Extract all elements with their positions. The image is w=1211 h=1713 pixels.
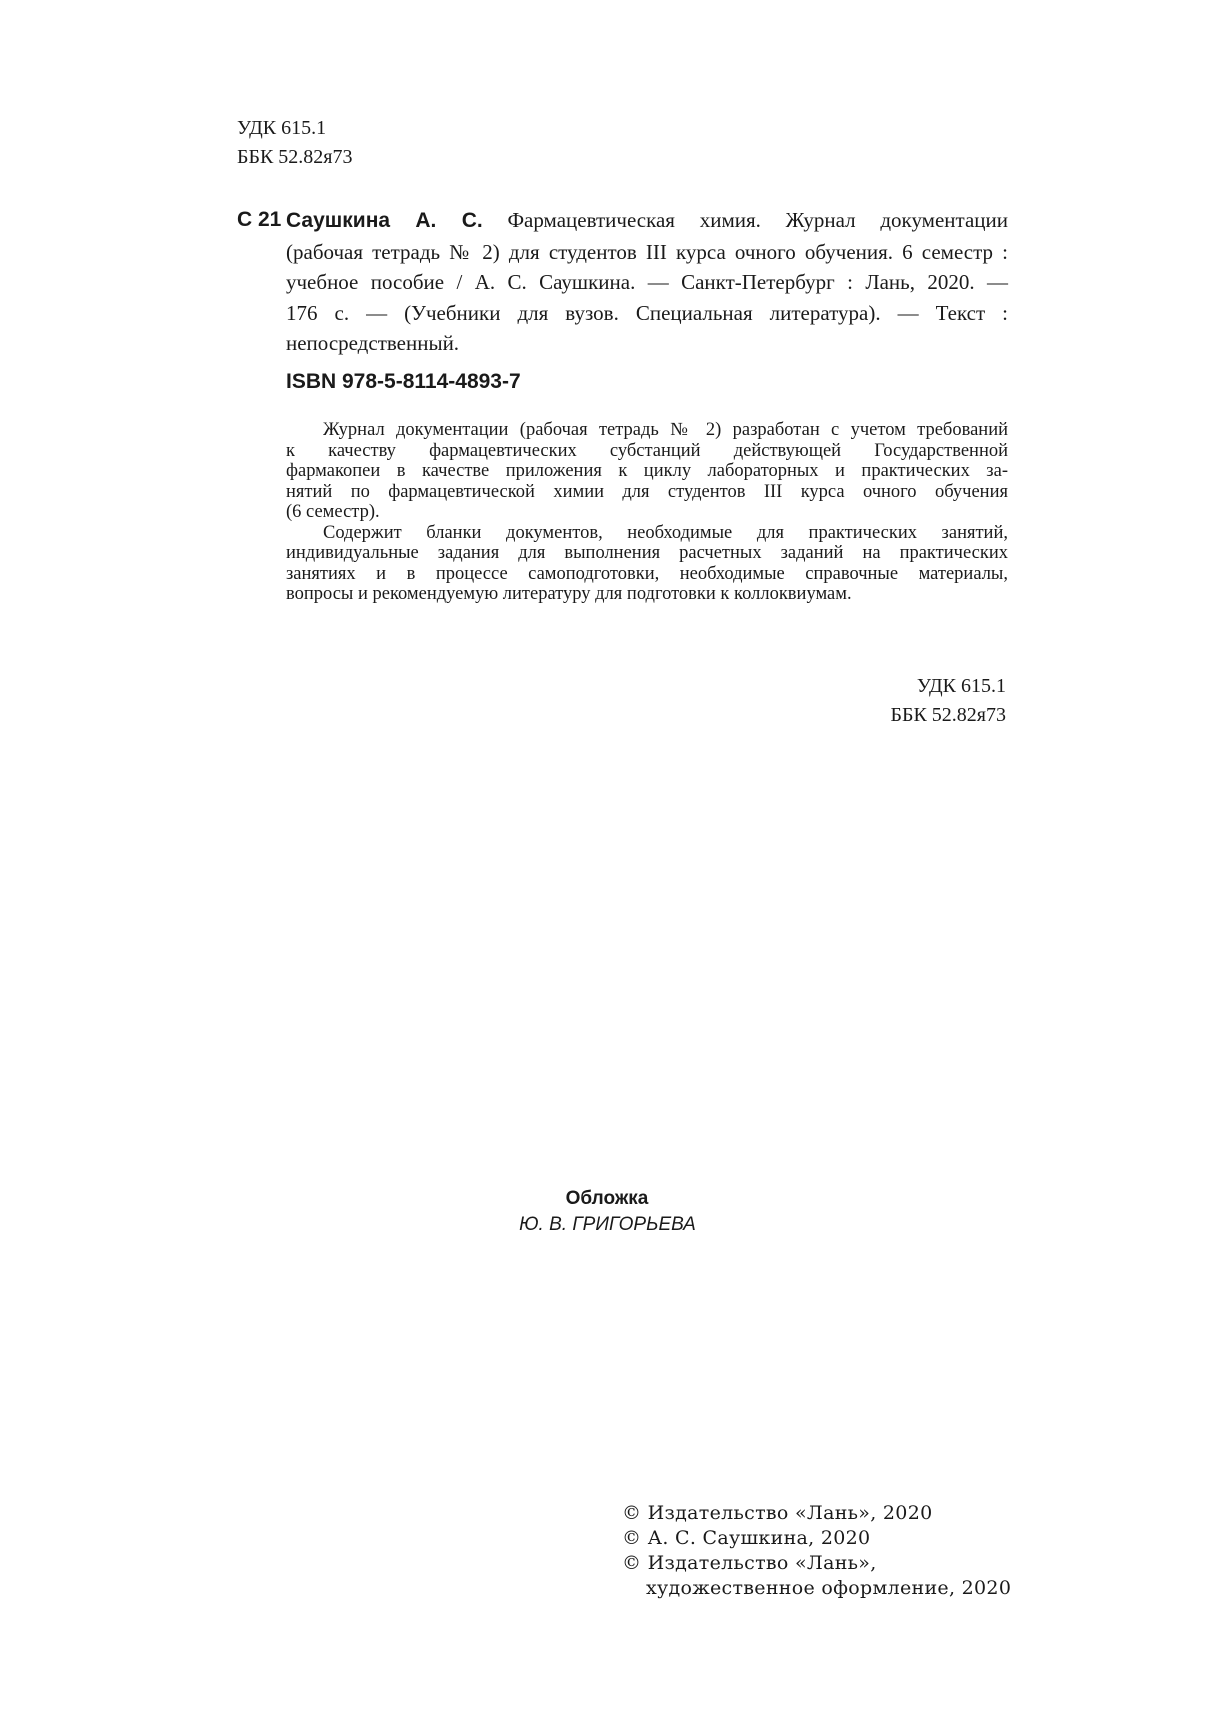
abstract-line: Журнал документации (рабочая тетрадь № 2) разработан с учетом требований xyxy=(323,420,1008,440)
bbk-code: ББК 52.82я73 xyxy=(890,704,1006,726)
abstract-line: фармакопеи в качестве приложения к циклу лабораторных и практических за- xyxy=(286,461,1008,481)
copyright-line: © Издательство «Лань», xyxy=(622,1552,877,1574)
bibliographic-record xyxy=(286,205,1008,359)
cover-label: Обложка xyxy=(565,1188,649,1209)
udk-code: УДК 615.1 xyxy=(916,675,1006,697)
bbk-code: ББК 52.82я73 xyxy=(237,146,353,168)
udk-code: УДК 615.1 xyxy=(237,117,327,139)
record-line: (рабочая тетрадь № 2) для студентов III курса очного обучения. 6 семестр : xyxy=(286,239,1008,264)
author-mark: С 21 xyxy=(237,208,282,231)
abstract xyxy=(286,420,1008,605)
abstract-line: Содержит бланки документов, необходимые для практических занятий, xyxy=(323,522,1008,543)
abstract-line: нятий по фармацевтической химии для студентов III курса очного обучения xyxy=(286,481,1008,502)
abstract-line: занятиях и в процессе самоподготовки, необходимые справочные материалы, xyxy=(286,563,1008,584)
record-line: учебное пособие / А. С. Саушкина. — Санкт-Петербург : Лань, 2020. — xyxy=(286,270,1008,294)
isbn: ISBN 978-5-8114-4893-7 xyxy=(286,370,521,393)
copyright-line: © Издательство «Лань», 2020 xyxy=(622,1502,933,1524)
abstract-line: (6 семестр). xyxy=(286,502,380,522)
record-line: 176 с. — (Учебники для вузов. Специальная литература). — Текст : xyxy=(286,300,1008,325)
copyright-line: © А. С. Саушкина, 2020 xyxy=(622,1527,871,1549)
cover-designer: Ю. В. ГРИГОРЬЕВА xyxy=(519,1214,696,1235)
record-line: непосредственный. xyxy=(286,331,460,355)
record-line xyxy=(286,205,1008,237)
copyright-line: художественное оформление, 2020 xyxy=(646,1577,1012,1599)
classification-codes-right xyxy=(890,672,1006,730)
record-author: Саушкина А. С. xyxy=(286,209,483,232)
abstract-line: к качеству фармацевтических субстанций действующей Государственной xyxy=(286,440,1008,461)
abstract-line: индивидуальные задания для выполнения расчетных заданий на практических xyxy=(286,543,1008,563)
cover-credit xyxy=(0,1186,1211,1238)
copyright-notice xyxy=(622,1501,1011,1601)
classification-codes-top xyxy=(237,114,353,172)
abstract-line: вопросы и рекомендуемую литературу для подготовки к коллоквиумам. xyxy=(286,584,852,604)
record-title: Фармацевтическая химия. Журнал документации xyxy=(507,208,1008,232)
